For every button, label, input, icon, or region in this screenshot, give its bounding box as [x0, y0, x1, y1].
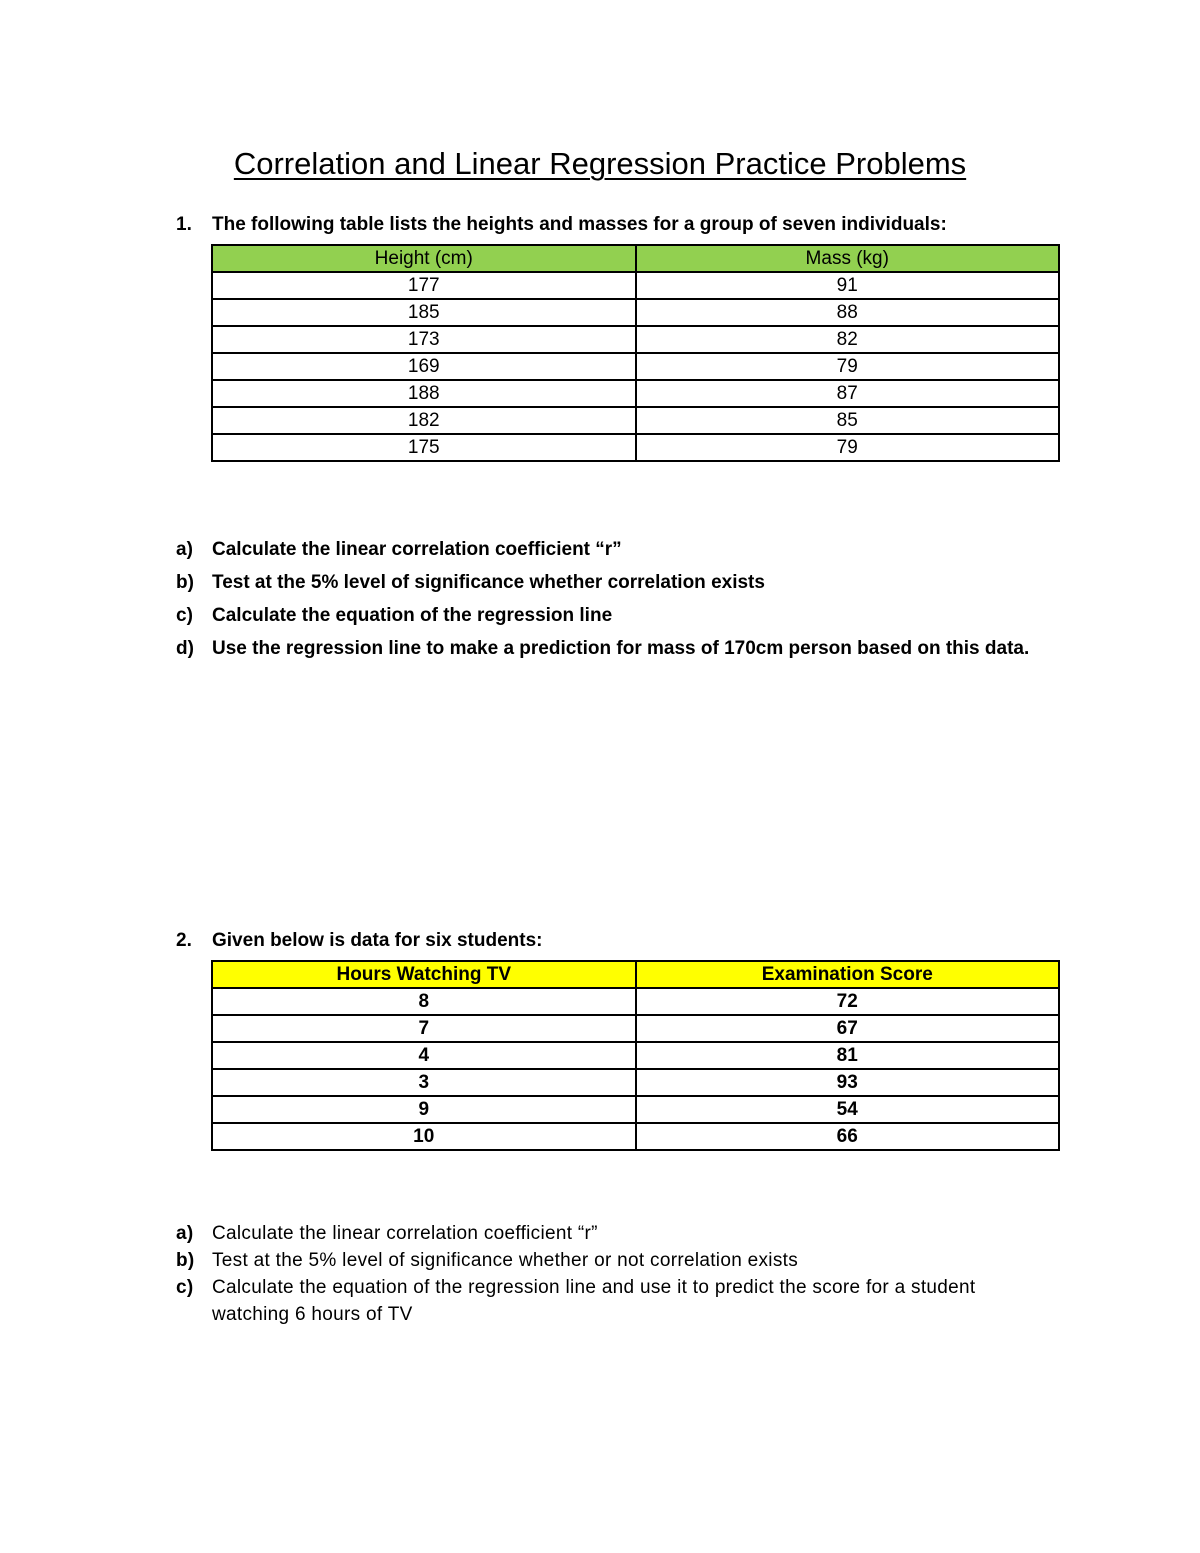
list-item: [176, 566, 1062, 599]
table-cell: 188: [212, 380, 636, 407]
table-cell: 91: [636, 272, 1060, 299]
question-2-intro: Given below is data for six students:: [212, 930, 543, 951]
table-cell: 93: [636, 1069, 1060, 1096]
part-text: Test at the 5% level of significance whether correlation exists: [212, 572, 765, 593]
table-row: [212, 380, 1059, 407]
part-letter: b): [176, 1250, 195, 1271]
table-row: [212, 1123, 1059, 1150]
table-cell: 169: [212, 353, 636, 380]
list-item: [176, 1220, 1012, 1247]
table-cell: 87: [636, 380, 1060, 407]
table-cell: 7: [212, 1015, 636, 1042]
list-item: [176, 1247, 1012, 1274]
list-item: [176, 533, 1062, 566]
page-title: Correlation and Linear Regression Practice Problems: [233, 146, 967, 181]
part-letter: d): [176, 638, 194, 659]
table-row: [212, 1042, 1059, 1069]
table-cell: 79: [636, 353, 1060, 380]
table-cell: 54: [636, 1096, 1060, 1123]
list-item: [176, 1274, 1012, 1328]
question-2-parts: [176, 1220, 1012, 1328]
table-row: [212, 1069, 1059, 1096]
table-header-row: [212, 245, 1059, 272]
part-text: Calculate the equation of the regression line: [212, 605, 613, 626]
table-header-cell: Hours Watching TV: [212, 961, 636, 988]
part-text: Calculate the linear correlation coefficient “r”: [212, 539, 622, 560]
part-letter: a): [176, 539, 193, 560]
table-cell: 66: [636, 1123, 1060, 1150]
part-text: Calculate the equation of the regression line and use it to predict the score for a student watching 6 hours of TV: [212, 1277, 976, 1325]
table-header-row: [212, 961, 1059, 988]
table-cell: 72: [636, 988, 1060, 1015]
table-row: [212, 434, 1059, 461]
table-cell: 177: [212, 272, 636, 299]
table-cell: 9: [212, 1096, 636, 1123]
table-cell: 182: [212, 407, 636, 434]
table-row: [212, 988, 1059, 1015]
table-row: [212, 1015, 1059, 1042]
table-header-cell: Height (cm): [212, 245, 636, 272]
question-1-number: 1.: [176, 214, 192, 235]
table-cell: 82: [636, 326, 1060, 353]
table-cell: 185: [212, 299, 636, 326]
part-letter: b): [176, 572, 194, 593]
table-cell: 175: [212, 434, 636, 461]
table-cell: 88: [636, 299, 1060, 326]
tv-score-table: [211, 960, 1060, 1151]
table-row: [212, 407, 1059, 434]
part-text: Use the regression line to make a prediction for mass of 170cm person based on this data.: [212, 638, 1030, 659]
part-letter: a): [176, 1223, 194, 1244]
table-cell: 10: [212, 1123, 636, 1150]
table-cell: 79: [636, 434, 1060, 461]
table-cell: 4: [212, 1042, 636, 1069]
table-row: [212, 299, 1059, 326]
table-header-cell: Examination Score: [636, 961, 1060, 988]
part-letter: c): [176, 605, 193, 626]
table-row: [212, 353, 1059, 380]
table-cell: 8: [212, 988, 636, 1015]
question-1-parts: [176, 533, 1062, 665]
table-cell: 67: [636, 1015, 1060, 1042]
table-cell: 81: [636, 1042, 1060, 1069]
table-header-cell: Mass (kg): [636, 245, 1060, 272]
part-text: Calculate the linear correlation coefficient “r”: [212, 1223, 598, 1244]
list-item: [176, 632, 1062, 665]
list-item: [176, 599, 1062, 632]
table-row: [212, 326, 1059, 353]
question-2-number: 2.: [176, 930, 192, 951]
table-row: [212, 1096, 1059, 1123]
part-text: Test at the 5% level of significance whether or not correlation exists: [212, 1250, 799, 1271]
table-cell: 85: [636, 407, 1060, 434]
table-cell: 3: [212, 1069, 636, 1096]
height-mass-table: [211, 244, 1060, 462]
part-letter: c): [176, 1277, 194, 1298]
question-1-intro: The following table lists the heights and masses for a group of seven individuals:: [212, 214, 947, 235]
table-row: [212, 272, 1059, 299]
table-cell: 173: [212, 326, 636, 353]
